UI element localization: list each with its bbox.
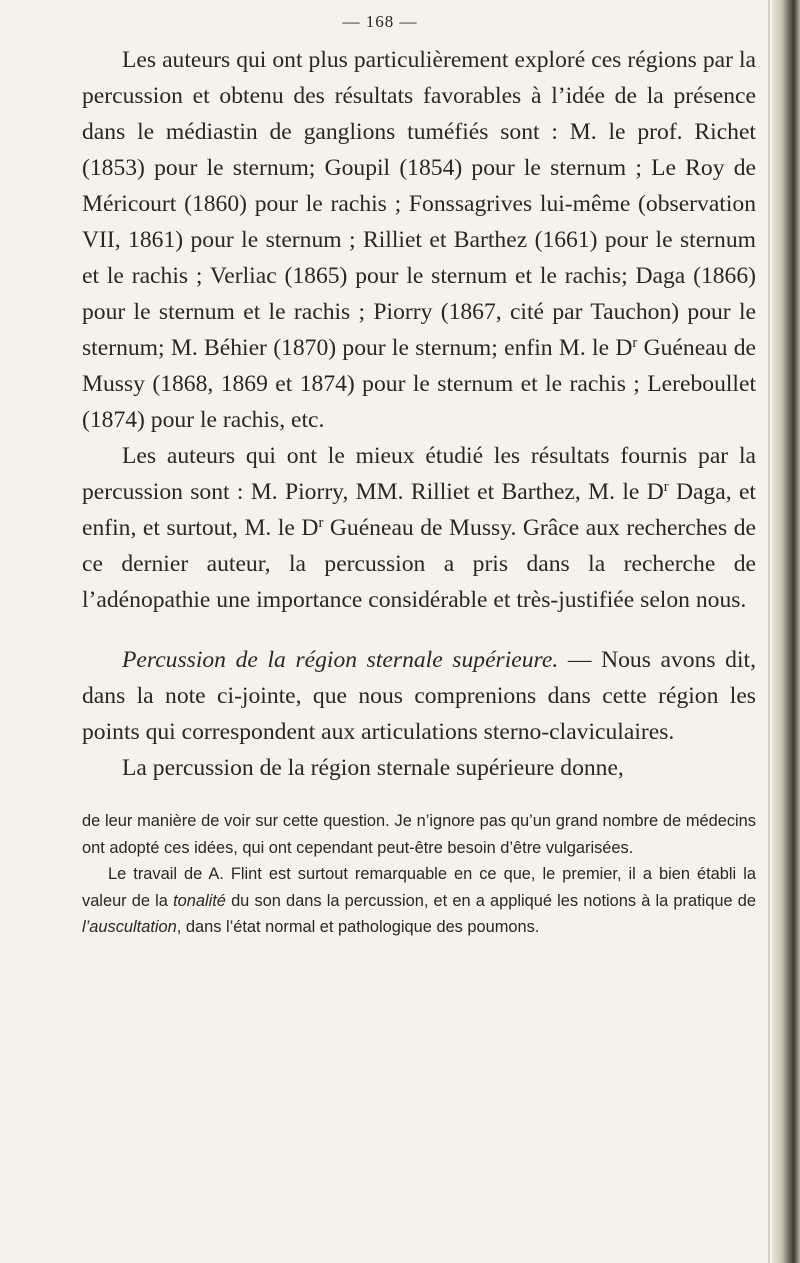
footnote-paragraph-2: Le travail de A. Flint est surtout remarquable en ce que, le premier, il a bien établi la valeur de la tonalité du son dans la percussion, et en a appliqué les notions à la pratique de l’auscultation, dans l’état normal et pathologique des poumons.	[82, 865, 756, 936]
footnote	[82, 808, 756, 941]
paragraph-gap	[82, 618, 756, 642]
paragraph-best-studies: Les auteurs qui ont le mieux étudié les résultats fournis par la percussion sont : M. Piorry, MM. Rilliet et Barthez, M. le $D^r$ Daga, et enfin, et surtout, M. le $D^r$ Guéneau de Mussy. Grâce aux recherches de ce dernier auteur, la percussion a pris dans la recherche de l’adénopathie une importance considérable et très-justifiée selon nous.	[82, 443, 756, 613]
paragraph-percussion-gives: La percussion de la région sternale supérieure donne,	[122, 755, 624, 781]
paragraph-authors-percussion: Les auteurs qui ont plus particulièrement exploré ces régions par la percussion et obtenu des résultats favorables à l’idée de la présence dans le médiastin de ganglions tuméfiés sont : M. le prof. Richet (1853) pour le sternum; Goupil (1854) pour le sternum ; Le Roy de Méricourt (1860) pour le rachis ; Fonssagrives lui-même (observation VII, 1861) pour le sternum ; Rilliet et Barthez (1661) pour le sternum et le rachis ; Verliac (1865) pour le sternum et le rachis; Daga (1866) pour le sternum et le rachis ; Piorry (1867, cité par Tauchon) pour le sternum; M. Béhier (1870) pour le sternum; enfin M. le $D^r$ Guéneau de Mussy (1868, 1869 et 1874) pour le sternum et le rachis ; Lereboullet (1874) pour le rachis, etc.	[82, 47, 756, 433]
main-text	[82, 42, 756, 941]
page-number: — 168 —	[342, 12, 418, 31]
footnote-paragraph-1: de leur manière de voir sur cette question. Je n’ignore pas qu’un grand nombre de médecins ont adopté ces idées, qui ont cependant peut-être besoin d’être vulgarisées.	[82, 812, 756, 857]
page-edge-line	[768, 0, 770, 1263]
page-edge-shadow	[772, 0, 800, 1263]
paragraph-sternal-region: Percussion de la région sternale supérieure. — Nous avons dit, dans la note ci-jointe, que nous comprenions dans cette région les points qui correspondent aux articulations sterno-claviculaires.	[82, 647, 756, 745]
section-heading: Percussion de la région sternale supérieure.	[122, 647, 559, 673]
